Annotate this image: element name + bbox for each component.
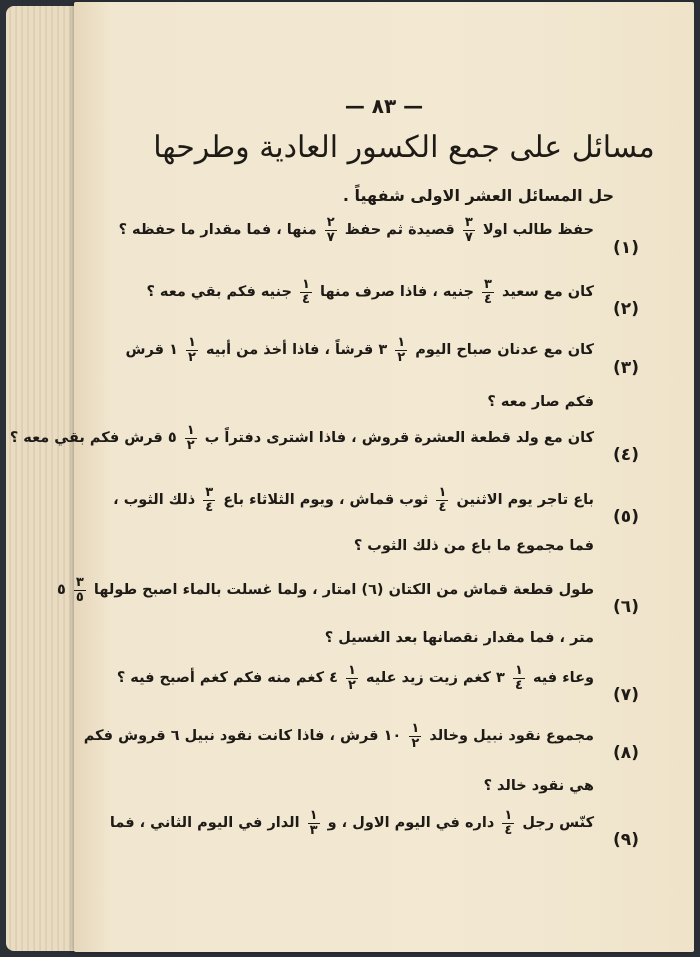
fraction-denominator: ٢: [187, 349, 196, 365]
fraction: [74, 576, 86, 604]
problem-line-2: فما مجموع ما باع من ذلك الثوب ؟: [353, 538, 594, 554]
problem-line: [83, 721, 594, 751]
fraction-numerator: ٣: [464, 215, 473, 230]
fraction-denominator: ٢: [348, 677, 356, 693]
problem-text: ٥ قرش فكم بقي معه ؟: [9, 430, 177, 447]
fraction: [482, 278, 494, 306]
fraction-denominator: ٤: [484, 291, 492, 307]
fraction-denominator: ٧: [464, 229, 473, 245]
problem-number: (٩): [613, 830, 639, 850]
problem-number: (٨): [613, 743, 639, 763]
instruction-text: حل المسائل العشر الاولى شفهياً .: [342, 186, 614, 205]
problem-number: (٥): [613, 507, 639, 527]
fraction-denominator: ٧: [326, 229, 335, 245]
problem-text: كان مع عدنان صباح اليوم: [415, 342, 594, 359]
fraction: [185, 424, 197, 452]
problem-line: [9, 423, 594, 453]
problem-text: كان مع ولد قطعة العشرة قروش ، فاذا اشترى دفتراً ب: [204, 430, 594, 447]
problem-text: وعاء فيه: [532, 670, 594, 687]
fraction: [502, 809, 514, 837]
problem-line-2: هي نقود خالد ؟: [483, 778, 594, 794]
page-number: — ٨٣ —: [344, 94, 424, 118]
fraction-numerator: ٣: [205, 485, 214, 500]
problem-number: (١): [613, 238, 639, 258]
problem-number: (٢): [613, 299, 639, 319]
fraction-numerator: ٢: [326, 215, 335, 230]
problem-number: (٦): [613, 597, 639, 617]
problem-text: ثوب قماش ، ويوم الثلاثاء باع: [223, 492, 429, 509]
fraction: [409, 722, 421, 750]
problem-line: [118, 215, 594, 245]
problem-text: ذلك الثوب ،: [113, 492, 196, 509]
fraction-denominator: ٤: [205, 499, 214, 515]
problem-text: داره في اليوم الاول ، و: [327, 815, 495, 832]
fraction: [463, 216, 475, 244]
fraction-denominator: ٤: [504, 822, 513, 838]
page-title: مسائل على جمع الكسور العادية وطرحها: [153, 130, 655, 165]
fraction: [186, 336, 198, 364]
fraction-numerator: ١: [397, 335, 406, 350]
problem-line: [125, 335, 594, 365]
fraction-numerator: ١: [411, 721, 420, 736]
fraction: [308, 809, 320, 837]
problem-number: (٣): [613, 358, 639, 378]
problem-line: [116, 663, 594, 693]
fraction: [395, 336, 407, 364]
book-page: [9, 2, 694, 952]
problem-text: منها ، فما مقدار ما حفظه ؟: [118, 222, 317, 239]
problem-text: ٥: [56, 582, 66, 599]
fraction-numerator: ١: [348, 663, 356, 678]
fraction-denominator: ٤: [302, 291, 310, 307]
fraction-numerator: ٣: [484, 277, 492, 292]
fraction: [203, 486, 215, 514]
fraction-denominator: ٢: [397, 349, 406, 365]
fraction-denominator: ٢: [186, 437, 195, 453]
fraction-numerator: ١: [309, 808, 318, 823]
problem-text: باع تاجر يوم الاثنين: [456, 492, 594, 509]
problem-text: ١٠ قرش ، فاذا كانت نقود نبيل ٦ قروش فكم: [83, 728, 402, 745]
fraction-numerator: ١: [514, 663, 523, 678]
problem-line: [113, 485, 594, 515]
fraction: [436, 486, 448, 514]
problem-text: جنيه ، فاذا صرف منها: [320, 284, 474, 301]
fraction-numerator: ١: [187, 335, 196, 350]
problem-line: [146, 277, 594, 307]
problem-text: قصيدة ثم حفظ: [344, 222, 455, 239]
fraction-numerator: ١: [438, 485, 447, 500]
problem-line: [56, 575, 594, 605]
problem-number: (٤): [613, 445, 639, 465]
problem-text: ٣ قرشاً ، فاذا أخذ من أبيه: [205, 342, 388, 359]
fraction-numerator: ٣: [75, 575, 84, 590]
problem-text: كان مع سعيد: [502, 284, 594, 301]
problem-text: ٣ كغم زيت زيد عليه: [366, 670, 505, 687]
problem-line-2: متر ، فما مقدار نقصانها بعد الغسيل ؟: [324, 630, 594, 646]
problem-text: مجموع نقود نبيل وخالد: [429, 728, 594, 745]
fraction: [325, 216, 337, 244]
problem-text: ٤ كغم منه فكم كغم أصبح فيه ؟: [116, 670, 338, 687]
problem-text: ١ قرش: [125, 342, 178, 359]
problem-line-2: فكم صار معه ؟: [487, 394, 594, 410]
fraction: [513, 664, 525, 692]
fraction-denominator: ٤: [514, 677, 523, 693]
fraction-numerator: ١: [302, 277, 310, 292]
fraction-denominator: ٢: [411, 735, 420, 751]
problem-text: الدار في اليوم الثاني ، فما: [109, 815, 300, 832]
problem-text: كنّس رجل: [522, 815, 594, 832]
problem-number: (٧): [613, 685, 639, 705]
fraction-denominator: ٤: [438, 499, 447, 515]
problem-line: [109, 808, 594, 838]
problem-text: طول قطعة قماش من الكتان (٦) امتار ، ولما غسلت بالماء اصبح طولها: [93, 582, 594, 599]
fraction-numerator: ١: [504, 808, 513, 823]
fraction: [300, 278, 312, 306]
fraction: [346, 664, 358, 692]
problem-text: جنيه فكم بقي معه ؟: [146, 284, 292, 301]
problem-text: حفظ طالب اولا: [482, 222, 594, 239]
fraction-numerator: ١: [186, 423, 195, 438]
fraction-denominator: ٥: [75, 589, 84, 605]
fraction-denominator: ٣: [309, 822, 318, 838]
